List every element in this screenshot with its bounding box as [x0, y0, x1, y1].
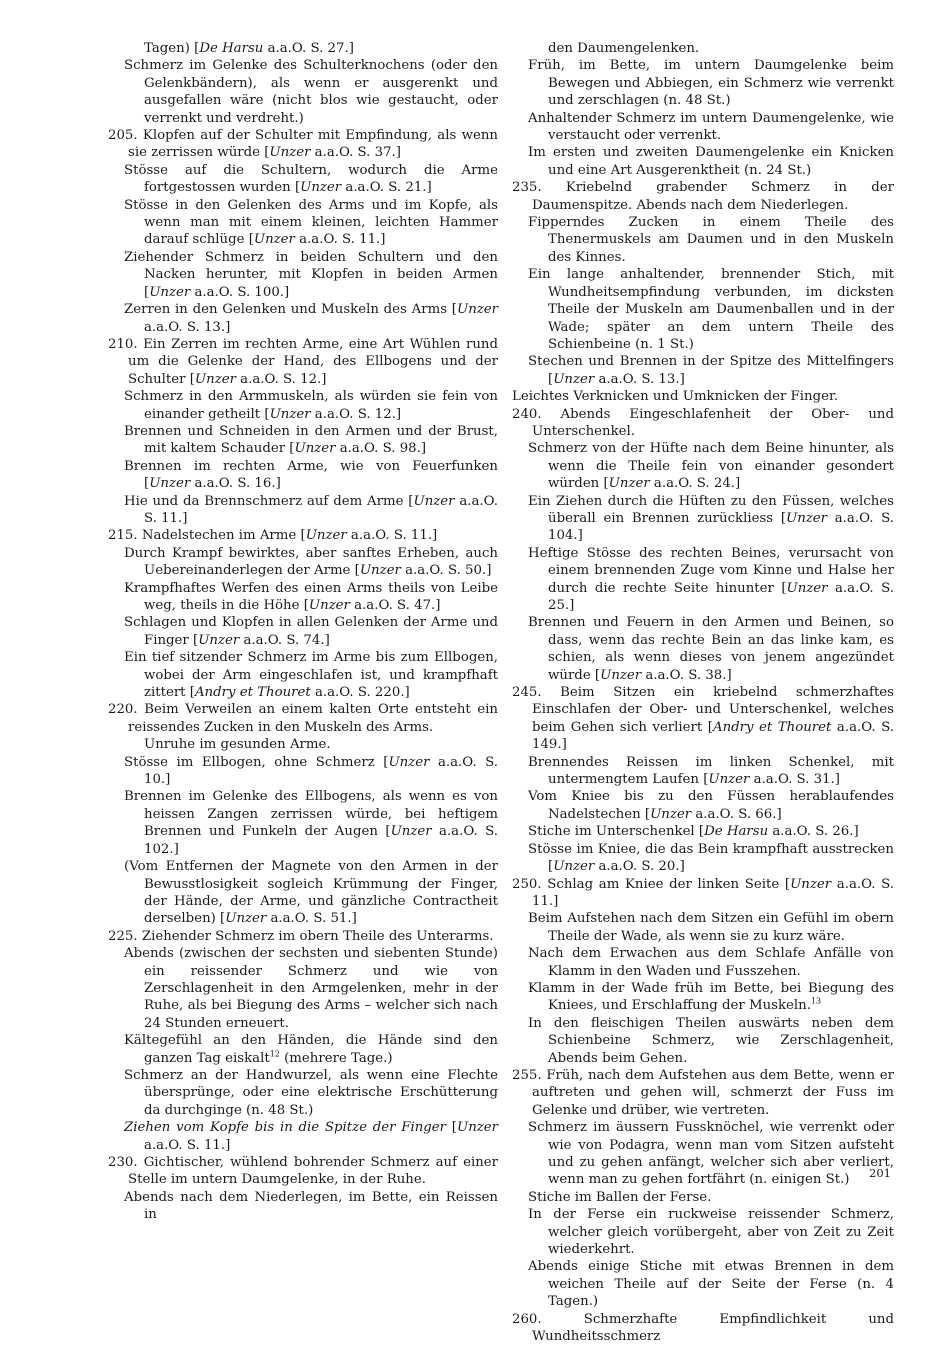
entry-text: Hie und da Brennschmerz auf dem Arme [ [124, 493, 414, 509]
symptom-entry [108, 527, 498, 544]
entry-text: Beim Sitzen ein kriebelnd schmerzhaftes Einschlafen der Ober- und Unterschenkel, welches beim Gehen sich verliert [ [532, 685, 894, 735]
entry-number: 260. [512, 1311, 584, 1327]
entry-text: Schmerz in den Armmuskeln, als würden sie fein von einander getheilt [ [124, 389, 498, 422]
symptom-entry [108, 736, 498, 753]
entry-text: Brennendes Reissen im linken Schenkel, mit untermengtem Laufen [ [528, 754, 894, 788]
entry-reference: a.a.O. S. 24.] [649, 476, 741, 492]
entry-text: Fipperndes Zucken in einem Theile des Thenermuskels am Daumen und in den Muskeln des Kinnes. [528, 215, 894, 265]
entry-text: Ein lange anhaltender, brennender Stich, mit Wundheitsempfindung verbunden, im dicksten Theile der Muskeln am Daumenballen und in der Wade; später an dem untern Theile des Schienbeine (n. 1 St.) [528, 267, 894, 352]
entry-text: Zerren in den Gelenken und Muskeln des Arms [ [124, 302, 457, 318]
entry-reference: a.a.O. S. 47.] [349, 598, 441, 613]
source-author: De Harsu [704, 824, 769, 840]
source-author: Unzer [786, 510, 828, 526]
entry-text: Stösse in den Gelenken des Arms und im Kopfe, als wenn man mit einem kleinen, leichten Hammer darauf schlüge [ [124, 197, 498, 248]
symptom-entry [512, 841, 894, 876]
symptom-entry [108, 614, 498, 649]
entry-reference: a.a.O. S. 12.] [235, 371, 327, 387]
entry-reference: a.a.O. S. 74.] [239, 632, 330, 648]
symptom-entry [108, 858, 498, 928]
entry-text: Abends (zwischen der sechsten und siebenten Stunde) ein reissender Schmerz und wie von Zerschlagenheit in den Armgelenken, mehr in der Ruhe, als bei Biegung des Arms – welcher sich nach 24 Stunden erneuert. [124, 946, 498, 1031]
entry-text: Stösse im Ellbogen, ohne Schmerz [ [124, 754, 389, 770]
symptom-entry [108, 945, 498, 1032]
entry-text: Abends nach dem Niederlegen, im Bette, ein Reissen in [124, 1189, 498, 1223]
entry-reference: a.a.O. S. 149.] [532, 719, 894, 753]
source-author: Unzer [225, 911, 267, 927]
source-author: Ziehen vom Kopfe bis in die Spitze der Finger [124, 1120, 447, 1136]
symptom-entry [512, 1015, 894, 1067]
entry-reference: a.a.O. S. 27.] [263, 41, 354, 56]
entry-reference: a.a.O. S. 220.] [310, 685, 410, 701]
entry-text: Schlagen und Klopfen in allen Gelenken der Arme und Finger [ [124, 615, 498, 648]
entry-reference: a.a.O. S. 25.] [548, 580, 894, 613]
source-author: Unzer [269, 145, 311, 161]
symptom-entry [108, 1067, 498, 1119]
entry-number: 240. [512, 406, 561, 422]
source-author: Unzer [553, 859, 595, 875]
source-author: Unzer [359, 563, 401, 579]
source-author: Unzer [294, 441, 336, 457]
source-author: De Harsu [199, 41, 264, 56]
source-author: Unzer [269, 406, 311, 422]
source-author: Unzer [553, 371, 595, 387]
entry-text: Tagen) [ [144, 41, 200, 56]
entry-text: Schmerz von der Hüfte nach dem Beine hinunter, als wenn die Theile fein von einander gesondert würden [ [528, 441, 894, 492]
source-author: Unzer [305, 528, 347, 544]
symptom-entry [108, 788, 498, 858]
entry-text: Früh, im Bette, im untern Daumgelenke beim Bewegen und Abbiegen, ein Schmerz wie verrenkt und zerschlagen (n. 48 St.) [528, 58, 894, 109]
source-author: Unzer [608, 476, 650, 492]
entry-text: Ein Zerren im rechten Arme, eine Art Wühlen rund um die Gelenke der Hand, des Ellbogens und der Schulter [ [128, 336, 499, 387]
symptom-entry [512, 1067, 894, 1119]
entry-text: Brennen im Gelenke des Ellbogens, als wenn es von heissen Zangen zerrissen würde, bei heftigem Brennen und Funkeln der Augen [ [124, 789, 498, 840]
entry-reference: a.a.O. S. 102.] [144, 824, 498, 857]
symptom-entry [512, 406, 894, 441]
page-number: 201 [869, 1166, 891, 1180]
left-column [108, 40, 498, 1224]
symptom-entry [512, 1189, 894, 1206]
symptom-entry [108, 249, 498, 301]
entry-number: 230. [108, 1155, 144, 1170]
symptom-entry [108, 754, 498, 789]
entry-reference: a.a.O. S. 31.] [749, 772, 840, 788]
footnote-ref: 12 [269, 1049, 280, 1059]
entry-reference: a.a.O. S. 104.] [548, 510, 894, 544]
source-author: Unzer [149, 476, 191, 492]
symptom-entry [512, 823, 894, 840]
source-author: Unzer [456, 302, 498, 318]
entry-text: Im ersten und zweiten Daumengelenke ein Knicken und eine Art Ausgerenktheit (n. 24 St.) [528, 145, 894, 178]
entry-number: 255. [512, 1067, 547, 1083]
symptom-entry [108, 388, 498, 423]
entry-text: Stösse im Kniee, die das Bein krampfhaft ausstrecken [ [528, 841, 894, 875]
entry-number: 205. [108, 128, 143, 144]
symptom-entry [108, 57, 498, 127]
symptom-entry [512, 1119, 894, 1189]
entry-text: Krampfhaftes Werfen des einen Arms theils von Leibe weg, theils in die Höhe [ [124, 580, 498, 613]
entry-reference: a.a.O. S. 38.] [641, 667, 732, 683]
symptom-entry [512, 1311, 894, 1345]
entry-text: Kriebelnd grabender Schmerz in der Daumenspitze. Abends nach dem Niederlegen. [532, 180, 894, 213]
entry-reference: a.a.O. S. 11.] [144, 493, 498, 526]
source-author: Unzer [600, 667, 642, 683]
source-author: Unzer [253, 232, 295, 248]
entry-reference: a.a.O. S. 51.] [266, 911, 357, 927]
entry-text: Stösse auf die Schultern, wodurch die Arme fortgestossen wurden [ [124, 162, 498, 196]
entry-reference: a.a.O. S. 100.] [190, 284, 290, 300]
entry-text: Stechen und Brennen in der Spitze des Mittelfingers [ [528, 354, 894, 387]
symptom-entry [512, 980, 894, 1015]
entry-reference: a.a.O. S. 16.] [190, 476, 281, 492]
entry-reference: a.a.O. S. 50.] [400, 563, 492, 579]
symptom-entry [108, 928, 498, 945]
entry-text: Beim Aufstehen nach dem Sitzen ein Gefühl im obern Theile der Wade, als wenn sie zu kurz wäre. [528, 911, 894, 944]
source-author: Unzer [790, 876, 832, 892]
entry-reference: a.a.O. S. 98.] [335, 441, 427, 457]
source-author: Unzer [149, 284, 191, 300]
entry-text: (Vom Entfernen der Magnete von den Armen in der Bewusstlosigkeit sogleich Krümmung der Finger, der Hände, der Arme, und gänzliche Contractheit derselben) [ [124, 859, 498, 927]
symptom-entry [512, 144, 894, 179]
source-author: Unzer [388, 754, 430, 770]
entry-text: Schlag am Kniee der linken Seite [ [547, 876, 791, 892]
source-author: Unzer [300, 180, 342, 196]
symptom-entry [108, 423, 498, 458]
entry-reference: a.a.O. S. 21.] [341, 180, 432, 196]
symptom-entry [108, 649, 498, 701]
symptom-entry [512, 545, 894, 615]
entry-reference: a.a.O. S. 12.] [310, 406, 402, 422]
entry-text: Unruhe im gesunden Arme. [144, 737, 331, 753]
symptom-entry [512, 440, 894, 492]
symptom-entry [512, 266, 894, 353]
entry-reference: a.a.O. S. 11.] [294, 232, 386, 248]
source-author: Andry et Thouret [194, 685, 311, 701]
symptom-entry [512, 388, 894, 405]
entry-text: den Daumengelenken. [548, 41, 700, 56]
symptom-entry [512, 353, 894, 388]
symptom-entry [512, 754, 894, 789]
entry-text: Schmerz im Gelenke des Schulterknochens (oder den Gelenkbändern), als wenn er ausgerenkt und ausgefallen wäre (nicht blos wie gestaucht, oder verrenkt und verdreht.) [124, 58, 498, 126]
entry-number: 225. [108, 928, 142, 944]
symptom-entry [108, 1119, 498, 1154]
symptom-entry [108, 545, 498, 580]
entry-text: Nadelstechen im Arme [ [141, 528, 306, 544]
symptom-entry [512, 788, 894, 823]
entry-text: Nach dem Erwachen aus dem Schlafe Anfälle von Klamm in den Waden und Fusszehen. [528, 946, 894, 979]
source-author: Unzer [457, 1120, 499, 1136]
entry-text: Ein tief sitzender Schmerz im Arme bis zum Ellbogen, wobei der Arm eingeschlafen ist, und krampfhaft zittert [ [124, 650, 498, 701]
symptom-entry [108, 1032, 498, 1067]
entry-text: Brennen und Schneiden in den Armen und der Brust, mit kaltem Schauder [ [124, 423, 498, 457]
entry-text: Schmerzhafte Empfindlichkeit und Wundheitsschmerz [532, 1311, 894, 1345]
entry-text: In der Ferse ein ruckweise reissender Schmerz, welcher gleich vorübergeht, aber von Zeit zu Zeit wiederkehrt. [528, 1207, 894, 1258]
entry-text: Früh, nach dem Aufstehen aus dem Bette, wenn er auftreten und gehen will, schmerzt der Fuss im Gelenke und drüber, wie vertreten. [532, 1067, 894, 1118]
entry-text: Kältegefühl an den Händen, die Hände sind den ganzen Tag eiskalt [124, 1033, 498, 1066]
entry-number: 250. [512, 876, 548, 892]
source-author: Unzer [413, 493, 455, 509]
symptom-entry [108, 580, 498, 615]
entry-number: 235. [512, 180, 566, 196]
entry-text: Schmerz an der Handwurzel, als wenn eine Flechte übersprünge, oder eine elektrische Erschütterung da durchginge (n. 48 St.) [124, 1067, 498, 1118]
symptom-entry [512, 179, 894, 214]
entry-reference: a.a.O. S. 20.] [594, 859, 685, 875]
entry-text: Leichtes Verknicken und Umknicken der Finger. [512, 389, 839, 405]
entry-text: Ein Ziehen durch die Hüften zu den Füssen, welches überall ein Brennen zurückliess [ [528, 493, 894, 526]
entry-number: 210. [108, 336, 144, 352]
entry-reference: a.a.O. S. 13.] [594, 371, 685, 387]
symptom-entry [108, 458, 498, 493]
entry-text: Klopfen auf der Schulter mit Empfindung, als wenn sie zerrissen würde [ [128, 128, 498, 161]
entry-reference: a.a.O. S. 11.] [532, 876, 894, 909]
entry-reference: a.a.O. S. 11.] [346, 528, 438, 544]
entry-text: Brennen und Feuern in den Armen und Beinen, so dass, wenn das rechte Bein an das linke kam, es schien, als wenn dieses von jenem angezündet würde [ [528, 615, 894, 683]
entry-text: Ziehender Schmerz in beiden Schultern und den Nacken herunter, mit Klopfen in beiden Armen [ [124, 249, 498, 300]
source-author: Unzer [390, 824, 432, 840]
symptom-entry [108, 701, 498, 736]
symptom-entry [512, 40, 894, 57]
symptom-entry [108, 1154, 498, 1189]
symptom-entry [108, 197, 498, 249]
entry-reference: a.a.O. S. 37.] [310, 145, 401, 161]
entry-reference: [Unzer a.a.O. S. 11.] [144, 1120, 499, 1153]
entry-reference: (mehrere Tage.) [279, 1050, 393, 1066]
entry-text: In den fleischigen Theilen auswärts neben dem Schienbeine Schmerz, wie Zerschlagenheit, Abends beim Gehen. [528, 1015, 894, 1066]
source-author: Unzer [708, 772, 750, 788]
symptom-entry [108, 336, 498, 388]
entry-reference: a.a.O. S. 66.] [691, 806, 782, 822]
entry-text: Beim Verweilen an einem kalten Orte entsteht ein reissendes Zucken in den Muskeln des Arms. [128, 702, 498, 735]
entry-text: Ziehender Schmerz im obern Theile des Unterarms. [141, 928, 494, 944]
entry-text: Stiche im Ballen der Ferse. [528, 1189, 712, 1205]
source-author: Andry et Thouret [712, 719, 832, 735]
entry-text: Durch Krampf bewirktes, aber sanftes Erheben, auch Uebereinanderlegen der Arme [ [124, 545, 498, 579]
symptom-entry [512, 876, 894, 911]
entry-text: Schmerz im äussern Fussknöchel, wie verrenkt oder wie von Podagra, wenn man vom Sitzen aufsteht und zu gehen anfängt, welcher sich aber verliert, wenn man zu gehen fortfährt (n. einigen St.) [528, 1120, 894, 1188]
entry-reference: a.a.O. S. 13.] [144, 319, 231, 335]
source-author: Unzer [786, 580, 828, 596]
entry-text: Gichtischer, wühlend bohrender Schmerz auf einer Stelle im untern Daumgelenke, in der Ruhe. [128, 1155, 498, 1188]
entry-text: Vom Kniee bis zu den Füssen herablaufendes Nadelstechen [ [528, 789, 894, 822]
symptom-entry [108, 127, 498, 162]
symptom-entry [108, 1189, 498, 1224]
symptom-entry [512, 614, 894, 684]
entry-text: Anhaltender Schmerz im untern Daumengelenke, wie verstaucht oder verrenkt. [528, 110, 894, 144]
symptom-entry [512, 214, 894, 266]
entry-text: Abends einige Stiche mit etwas Brennen in dem weichen Theile auf der Seite der Ferse (n. 4 Tagen.) [528, 1259, 894, 1310]
entry-reference: a.a.O. S. 10.] [144, 754, 498, 788]
symptom-entry [512, 1206, 894, 1258]
symptom-entry [512, 57, 894, 109]
symptom-entry [512, 493, 894, 545]
symptom-entry [108, 40, 498, 57]
entry-text: Klamm in der Wade früh im Bette, bei Biegung des Kniees, und Erschlaffung der Muskeln. [528, 980, 894, 1014]
symptom-entry [512, 684, 894, 754]
symptom-entry [512, 110, 894, 145]
source-author: Unzer [650, 806, 692, 822]
entry-text: Heftige Stösse des rechten Beines, verursacht von einem brennenden Zuge vom Kinne und Halse her durch die rechte Seite hinunter [ [528, 545, 894, 596]
source-author: Unzer [308, 598, 350, 613]
symptom-entry [512, 945, 894, 980]
right-column [512, 40, 894, 1345]
source-author: Unzer [198, 632, 240, 648]
entry-text: Stiche im Unterschenkel [ [528, 824, 705, 840]
entry-text: Brennen im rechten Arme, wie von Feuerfunken [ [124, 458, 498, 492]
entry-number: 220. [108, 702, 145, 718]
entry-number: 245. [512, 685, 561, 701]
symptom-entry [512, 910, 894, 945]
source-author: Unzer [194, 371, 236, 387]
entry-number: 215. [108, 528, 142, 544]
symptom-entry [108, 162, 498, 197]
footnote-ref: 13 [810, 996, 822, 1006]
symptom-entry [512, 1258, 894, 1310]
symptom-entry [108, 301, 498, 336]
entry-reference: a.a.O. S. 26.] [768, 824, 859, 840]
entry-text: Abends Eingeschlafenheit der Ober- und Unterschenkel. [532, 406, 894, 439]
symptom-entry [108, 493, 498, 528]
